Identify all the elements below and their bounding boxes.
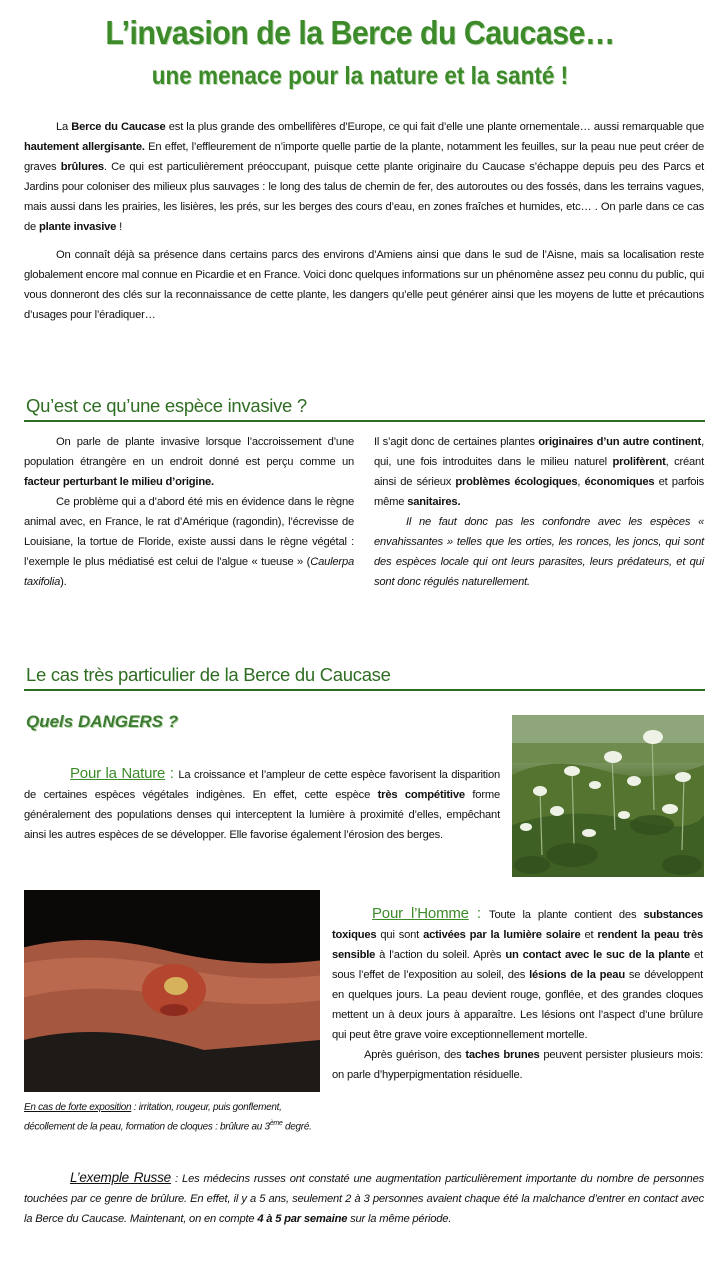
nature-paragraph: Pour la Nature : La croissance et l’ampleur de cette espèce favorisent la disparition de certaines espèces végétales indigènes. En effet, cette espèce très compétitive forme généralement des populations denses qui interceptent la lumière à proximité d’elles, empêchant ainsi les autres espèces de se développer. Elle favorise également l’érosion des berges.: [24, 765, 501, 841]
hogweed-meadow-photo: [512, 715, 704, 877]
meadow-illustration: [512, 715, 704, 877]
section-heading-berce: Le cas très particulier de la Berce du Caucase: [26, 664, 391, 685]
invasive-right-paragraph-2: Il ne faut donc pas les confondre avec les espèces « envahissantes » telles que les orties, les ronces, les joncs, qui sont des espèces locale qui ont leurs parasites, leurs prédateurs, et qui sont donc régulés naturellement.: [374, 516, 704, 588]
intro-paragraph-1: La Berce du Caucase est la plus grande des ombellifères d’Europe, ce qui fait d’elle une plante ornementale… aussi remarquable que hautement allergisante. En effet, l’effleurement de n’importe quelle partie de la plante, notamment les feuilles, sur la peau nue peut créer de graves brûlures. Ce qui est particulièrement préoccupant, puisque cette plante originaire du Caucase s’échappe depuis peu des Parcs et Jardins pour coloniser des milieux plus sauvages : le long des talus de chemin de fer, des autoroutes ou des fossés, dans les terrains vagues, mais aussi dans les prairies, les lisières, les prés, sur les berges des cours d’eau, en zones fraîches et humides, etc… . On parle dans ce cas de plante invasive !: [24, 121, 704, 233]
invasive-left-paragraph-2: Ce problème qui a d’abord été mis en évidence dans le règne animal avec, en France, le rat d’Amérique (ragondin), l’écrevisse de Louisiane, la tortue de Floride, existe aussi dans le règne végétal : l’exemple le plus médiatisé est celui de l’algue « tueuse » (Caulerpa taxifolia).: [24, 496, 354, 588]
burned-arm-photo: [24, 890, 320, 1092]
section-divider: [24, 689, 705, 691]
russe-paragraph: L’exemple Russe : Les médecins russes ont constaté une augmentation particulièrement importante du nombre de personnes touchées par ce genre de brûlure. En effet, il y a 5 ans, seulement 2 à 3 personnes avaient chaque été la malchance d’entrer en contact avec la Berce du Caucase. Maintenant, on en compte 4 à 5 par semaine sur la même période.: [24, 1170, 704, 1225]
homme-label: Pour l’Homme: [372, 905, 469, 922]
homme-paragraph-2: Après guérison, des taches brunes peuvent persister plusieurs mois: on parle d’hyperpigmentation résiduelle.: [332, 1049, 703, 1081]
russe-label: L’exemple Russe: [70, 1170, 171, 1185]
page-title: L’invasion de la Berce du Caucase…: [105, 14, 615, 51]
invasive-right-paragraph-1: Il s’agit donc de certaines plantes originaires d’un autre continent, qui, une fois introduites dans le milieu naturel prolifèrent, créant ainsi de sérieux problèmes écologiques, économiques et parfois même sanitaires.: [374, 436, 704, 508]
arm-illustration: [24, 890, 320, 1092]
invasive-left-column: [24, 432, 354, 592]
page-subtitle: une menace pour la nature et la santé !: [151, 62, 569, 90]
invasive-left-paragraph-1: On parle de plante invasive lorsque l’accroissement d’une population étrangère en un endroit donné est perçu comme un facteur perturbant le milieu d’origine.: [24, 436, 354, 488]
photo-caption: En cas de forte exposition : irritation, rougeur, puis gonflement, décollement de la peau, formation de cloques : brûlure au 3ème degré.: [24, 1102, 312, 1133]
section-divider: [24, 420, 705, 422]
intro-text: [24, 117, 704, 325]
section-heading-invasive: Qu’est ce qu’une espèce invasive ?: [26, 395, 307, 416]
dangers-subheading: Quels DANGERS ?: [26, 712, 179, 731]
intro-paragraph-2: On connaît déjà sa présence dans certains parcs des environs d’Amiens ainsi que dans le sud de l’Aisne, mais sa localisation reste globalement encore mal connue en Picardie et en France. Voici donc quelques informations sur un phénomène assez peu connu du public, qui vous donneront des clés sur la reconnaissance de cette plante, les dangers qu’elle peut générer ainsi que les moyens de lutte et précautions d’usages pour l’éradiquer…: [24, 249, 704, 321]
homme-text: [332, 904, 703, 1085]
invasive-right-column: [374, 432, 704, 592]
homme-paragraph-1: Pour l’Homme : Toute la plante contient des substances toxiques qui sont activées par la lumière solaire et rendent la peau très sensible à l’action du soleil. Après un contact avec le suc de la plante et sous l’effet de l’exposition au soleil, des lésions de la peau se développent en quelques jours. La peau devient rouge, gonflée, et des grandes cloques mettent un à deux jours à apparaître. Les lésions ont l’aspect d’une brûlure qui peut être grave voire exceptionnellement mortelle.: [332, 905, 703, 1041]
nature-label: Pour la Nature: [70, 765, 166, 782]
